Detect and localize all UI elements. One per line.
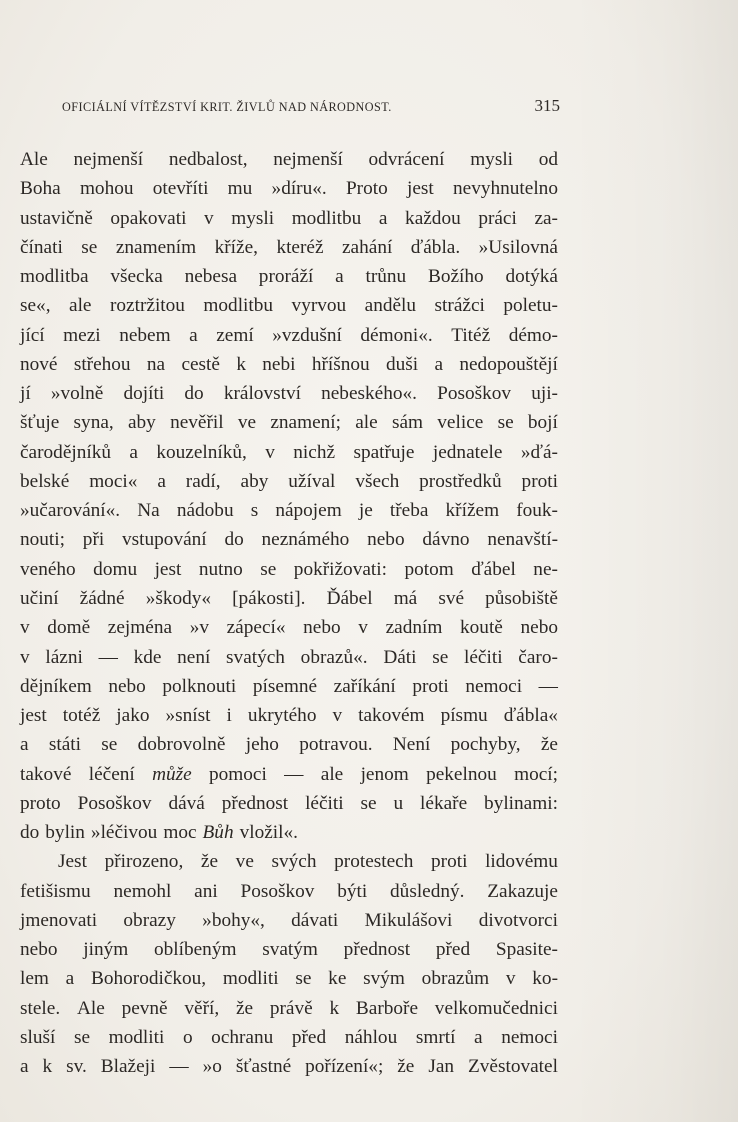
text-line: jí »volně dojíti do království nebeského«. Posoškov uji- xyxy=(20,383,558,405)
text-line: sluší se modliti o ochranu před náhlou smrtí a nemoci xyxy=(20,1026,558,1048)
page-edge-shading xyxy=(568,0,738,1122)
text-line: nouti; při vstupování do neznámého nebo dávno nenavští- xyxy=(20,529,558,551)
text-line: ustavičně opakovati v mysli modlitbu a každou práci za- xyxy=(20,207,558,229)
paper-speck xyxy=(520,1032,523,1035)
text-line: jmenovati obrazy »bohy«, dávati Mikulášovi divotvorci xyxy=(20,909,558,931)
text-line: nové střehou na cestě k nebi hříšnou duši a nedopouštějí xyxy=(20,353,558,375)
text-line: stele. Ale pevně věří, že právě k Barboře velkomučednici xyxy=(20,997,558,1019)
running-head: OFICIÁLNÍ VÍTĚZSTVÍ KRIT. ŽIVLŮ NAD NÁRODNOST. xyxy=(62,100,392,114)
text-line: a k sv. Blažeji — »o šťastné pořízení«; že Jan Zvěstovatel xyxy=(20,1056,558,1078)
text-line: fetišismu nemohl ani Posoškov býti důsledný. Zakazuje xyxy=(20,880,558,902)
text-line: veného domu jest nutno se pokřižovati: potom ďábel ne- xyxy=(20,558,558,580)
text-line: takové léčení může pomoci — ale jenom pekelnou mocí; xyxy=(20,763,558,785)
text-line: lem a Bohorodičkou, modliti se ke svým obrazům v ko- xyxy=(20,968,558,990)
text-line: proto Posoškov dává přednost léčiti se u lékaře bylinami: xyxy=(20,792,558,814)
text-line: v domě zejména »v zápecí« nebo v zadním koutě nebo xyxy=(20,617,558,639)
text-line: do bylin »léčivou moc Bůh vložil«. xyxy=(20,822,298,844)
text-line: Boha mohou otevříti mu »díru«. Proto jest nevyhnutelno xyxy=(20,178,558,200)
text-line: šťuje syna, aby nevěřil ve znamení; ale sám velice se bojí xyxy=(20,412,558,434)
page-number: 315 xyxy=(534,96,560,115)
text-line: čínati se znamením kříže, kteréž zahání ďábla. »Usilovná xyxy=(20,236,558,258)
page-header xyxy=(62,96,560,122)
text-line: Ale nejmenší nedbalost, nejmenší odvrácení mysli od xyxy=(20,149,558,170)
text-line: Jest přirozeno, že ve svých protestech proti lidovému xyxy=(58,851,558,873)
text-line: nebo jiným oblíbeným svatým přednost před Spasite- xyxy=(20,939,558,961)
text-line: a státi se dobrovolně jeho potravou. Není pochyby, že xyxy=(20,734,558,756)
text-line: dějníkem nebo polknouti písemné zaříkání proti nemoci — xyxy=(20,675,558,697)
text-line: jící mezi nebem a zemí »vzdušní démoni«. Titéž démo- xyxy=(20,324,558,346)
text-line: belské moci« a radí, aby užíval všech prostředků proti xyxy=(20,470,558,492)
text-line: jest totéž jako »sníst i ukrytého v takovém písmu ďábla« xyxy=(20,705,558,727)
text-line: modlitba všecka nebesa proráží a trůnu Božího dotýká xyxy=(20,266,558,288)
text-line: »učarování«. Na nádobu s nápojem je třeba křížem fouk- xyxy=(20,500,558,522)
body-text xyxy=(20,145,558,1082)
text-line: v lázni — kde není svatých obrazů«. Dáti se léčiti čaro- xyxy=(20,646,558,668)
text-line: učiní žádné »škody« [pákosti]. Ďábel má své působiště xyxy=(20,587,558,609)
text-line: čarodějníků a kouzelníků, v nichž spatřuje jednatele »ďá- xyxy=(20,441,558,463)
text-line: se«, ale roztržitou modlitbu vyrvou andělu strážci poletu- xyxy=(20,295,558,317)
